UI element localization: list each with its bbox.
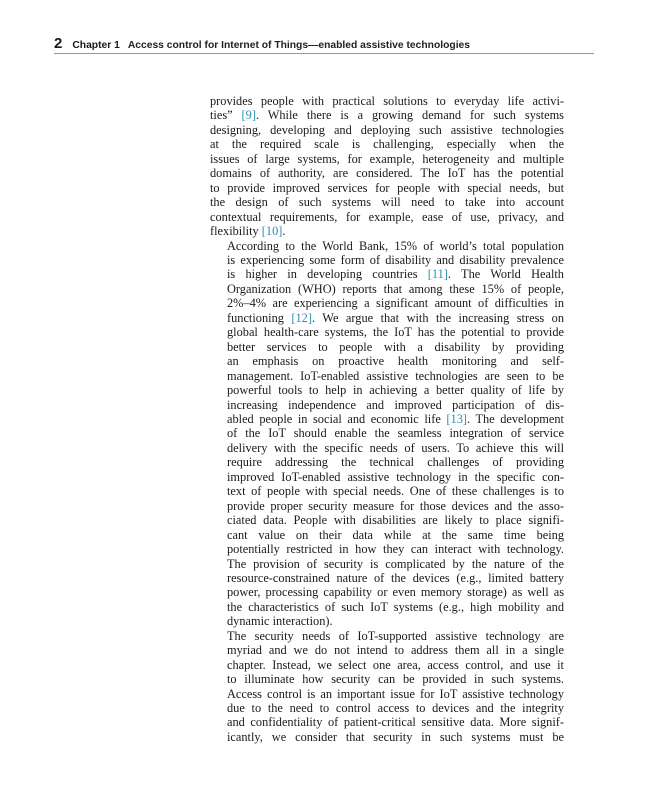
- paragraph: [210, 629, 564, 745]
- text-run: power, processing capability or even memory storage) as well as: [227, 585, 564, 600]
- text-run: global health-care systems, the IoT has the potential to provide: [227, 325, 564, 340]
- text-line: [210, 311, 564, 325]
- text-line: [210, 441, 564, 455]
- paragraph: [210, 239, 564, 629]
- text-line: [210, 614, 564, 628]
- text-run: functioning: [227, 310, 292, 325]
- text-run: myriad and we do not intend to address them all in a single: [227, 643, 564, 658]
- chapter-title: Access control for Internet of Things—enabled assistive technologies: [127, 40, 471, 51]
- text-line: [210, 470, 564, 484]
- text-run: cant value on their data while at the same time being: [227, 527, 564, 542]
- text-run: designing, developing and deploying such assistive technologies: [210, 122, 564, 137]
- text-run: management. IoT-enabled assistive technologies are seen to be: [227, 368, 564, 383]
- text-line: [210, 383, 564, 397]
- text-line: [210, 658, 564, 672]
- text-line: [210, 412, 564, 426]
- text-run: chapter. Instead, we select one area, access control, and use it: [227, 657, 564, 672]
- text-run: provide proper security measure for those devices and the asso-: [227, 498, 564, 513]
- text-line: [210, 267, 564, 281]
- text-run: contextual requirements, for example, ease of use, privacy, and: [210, 209, 564, 224]
- text-run: dynamic interaction).: [227, 614, 333, 629]
- text-run: delivery with the specific needs of users. To achieve this will: [227, 440, 564, 455]
- text-run: better services to people with a disability by providing: [227, 339, 564, 354]
- text-line: [210, 123, 564, 137]
- text-run: 2%–4% are experiencing a significant amount of difficulties in: [227, 296, 564, 311]
- text-run: . We argue that with the increasing stress on: [311, 310, 564, 325]
- text-line: [210, 426, 564, 440]
- text-line: [210, 296, 564, 310]
- text-line: [210, 585, 564, 599]
- text-line: [210, 398, 564, 412]
- citation-link[interactable]: [13]: [446, 411, 467, 426]
- text-run: . The development: [467, 411, 564, 426]
- text-run: an emphasis on proactive health monitoring and self-: [227, 354, 564, 369]
- text-line: [210, 108, 564, 122]
- text-line: [210, 643, 564, 657]
- text-run: require addressing the technical challenges of providing: [227, 455, 564, 470]
- text-run: resource-constrained nature of the devices (e.g., limited battery: [227, 570, 564, 585]
- text-line: [210, 340, 564, 354]
- text-run: icantly, we consider that security in such systems must be: [227, 729, 564, 744]
- text-line: [210, 224, 564, 238]
- text-line: [210, 253, 564, 267]
- text-run: flexibility: [210, 224, 262, 239]
- text-run: domains of authority, are considered. The IoT has the potential: [210, 166, 564, 181]
- text-line: [210, 282, 564, 296]
- text-line: [210, 730, 564, 744]
- citation-link[interactable]: [9]: [241, 108, 256, 123]
- text-run: increasing independence and improved participation of dis-: [227, 397, 564, 412]
- text-run: text of people with special needs. One of these challenges is to: [227, 484, 564, 499]
- text-line: [210, 455, 564, 469]
- text-line: [210, 152, 564, 166]
- text-run: the characteristics of such IoT systems (e.g., high mobility and: [227, 599, 564, 614]
- header-rule: [54, 53, 594, 54]
- text-line: [210, 137, 564, 151]
- text-line: [210, 166, 564, 180]
- text-run: powerful tools to help in achieving a better quality of life by: [227, 383, 564, 398]
- citation-link[interactable]: [10]: [261, 224, 283, 239]
- text-run: ties”: [210, 108, 242, 123]
- text-line: [210, 513, 564, 527]
- text-line: [210, 354, 564, 368]
- text-line: [210, 499, 564, 513]
- text-line: [210, 571, 564, 585]
- text-run: to provide improved services for people with special needs, but: [210, 180, 564, 195]
- running-head: [54, 35, 594, 51]
- text-run: . The World Health: [447, 267, 564, 282]
- chapter-label: Chapter 1: [72, 40, 120, 51]
- text-run: potentially restricted in how they can interact with technology.: [227, 542, 564, 557]
- text-run: issues of large systems, for example, heterogeneity and multiple: [210, 151, 564, 166]
- text-run: the design of such systems will need to take into account: [210, 195, 564, 210]
- text-line: [210, 600, 564, 614]
- text-run: abled people in social and economic life: [227, 411, 447, 426]
- body-text: [210, 94, 564, 744]
- text-line: [210, 528, 564, 542]
- text-run: The provision of security is complicated by the nature of the: [227, 556, 564, 571]
- text-line: [210, 94, 564, 108]
- text-run: is experiencing some form of disability and disability prevalence: [227, 252, 564, 267]
- text-run: of the IoT should enable the seamless integration of service: [227, 426, 564, 441]
- text-line: [210, 672, 564, 686]
- text-run: Organization (WHO) reports that among these 15% of people,: [227, 281, 564, 296]
- text-run: improved IoT-enabled assistive technology in the specific con-: [227, 469, 564, 484]
- text-line: [210, 239, 564, 253]
- text-line: [210, 701, 564, 715]
- text-line: [210, 557, 564, 571]
- text-run: at the required scale is challenging, especially when the: [210, 137, 564, 152]
- text-line: [210, 181, 564, 195]
- text-run: .: [282, 224, 286, 239]
- text-run: provides people with practical solutions to everyday life activi-: [210, 94, 564, 108]
- text-line: [210, 325, 564, 339]
- text-line: [210, 715, 564, 729]
- citation-link[interactable]: [11]: [427, 267, 448, 282]
- text-run: and confidentiality of patient-critical sensitive data. More signif-: [227, 715, 564, 730]
- text-run: The security needs of IoT-supported assistive technology are: [227, 628, 564, 643]
- text-run: Access control is an important issue for IoT assistive technology: [227, 686, 564, 701]
- paragraph: [210, 94, 564, 239]
- text-line: [210, 687, 564, 701]
- text-run: According to the World Bank, 15% of world’s total population: [227, 238, 564, 253]
- text-line: [210, 210, 564, 224]
- text-line: [210, 484, 564, 498]
- text-run: is higher in developing countries: [227, 267, 428, 282]
- text-line: [210, 629, 564, 643]
- text-line: [210, 369, 564, 383]
- text-line: [210, 195, 564, 209]
- text-run: ciated data. People with disabilities are likely to place signifi-: [227, 513, 564, 528]
- text-line: [210, 542, 564, 556]
- page-number: 2: [54, 35, 63, 52]
- text-run: to illuminate how security can be provided in such systems.: [227, 672, 564, 687]
- text-run: due to the need to control access to devices and the integrity: [227, 701, 564, 716]
- citation-link[interactable]: [12]: [291, 310, 312, 325]
- text-run: . While there is a growing demand for such systems: [255, 108, 564, 123]
